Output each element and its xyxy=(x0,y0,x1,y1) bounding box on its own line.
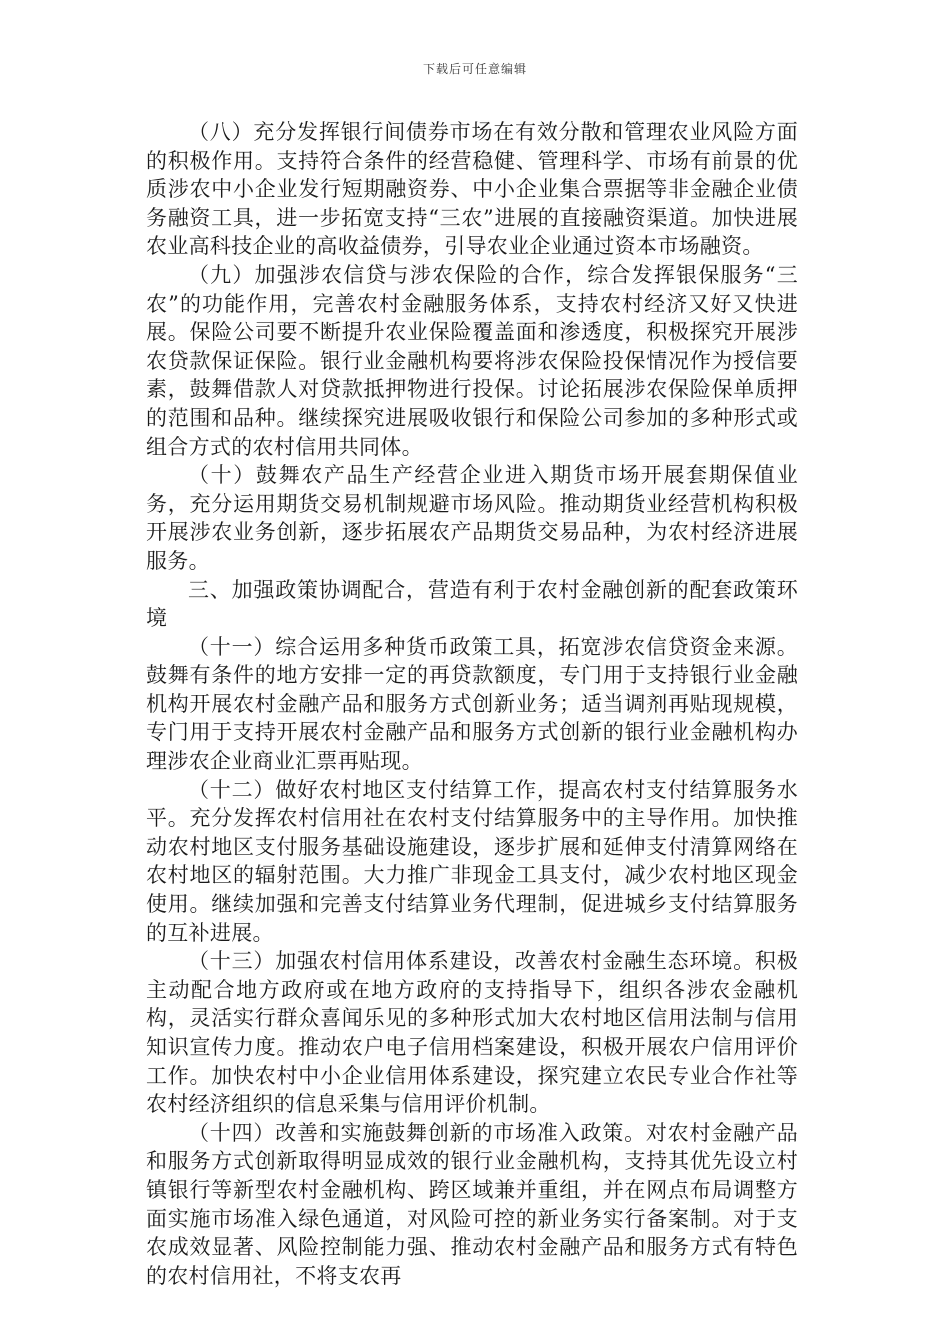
paragraph-9: （九）加强涉农信贷与涉农保险的合作，综合发挥银保服务“三农”的功能作用，完善农村金融服务体系，支持农村经济又好又快进展。保险公司要不断提升农业保险覆盖面和渗透度，积极探究开展涉农贷款保证保险。银行业金融机构要将涉农保险投保情况作为授信要素，鼓舞借款人对贷款抵押物进行投保。讨论拓展涉农保险保单质押的范围和品种。继续探究进展吸收银行和保险公司参加的多种形式或组合方式的农村信用共同体。 xyxy=(146,262,798,459)
paragraph-10: （十）鼓舞农产品生产经营企业进入期货市场开展套期保值业务，充分运用期货交易机制规避市场风险。推动期货业经营机构积极开展涉农业务创新，逐步拓展农产品期货交易品种，为农村经济进展服务。 xyxy=(146,463,798,573)
paragraph-11: （十一）综合运用多种货币政策工具，拓宽涉农信贷资金来源。鼓舞有条件的地方安排一定的再贷款额度，专门用于支持银行业金融机构开展农村金融产品和服务方式创新业务；适当调剂再贴现规模，专门用于支持开展农村金融产品和服务方式创新的银行业金融机构办理涉农企业商业汇票再贴现。 xyxy=(146,634,798,774)
page-header: 下载后可任意编辑 xyxy=(422,62,527,76)
paragraph-14: （十四）改善和实施鼓舞创新的市场准入政策。对农村金融产品和服务方式创新取得明显成效的银行业金融机构，支持其优先设立村镇银行等新型农村金融机构、跨区域兼并重组，并在网点布局调整方面实施市场准入绿色通道，对风险可控的新业务实行备案制。对于支农成效显著、风险控制能力强、推动农村金融产品和服务方式有特色的农村信用社，不将支农再 xyxy=(146,1120,798,1288)
section-heading-3: 三、加强政策协调配合，营造有利于农村金融创新的配套政策环境 xyxy=(146,577,798,631)
document-body xyxy=(146,118,798,1290)
paragraph-13: （十三）加强农村信用体系建设，改善农村金融生态环境。积极主动配合地方政府或在地方政府的支持指导下，组织各涉农金融机构，灵活实行群众喜闻乐见的多种形式加大农村地区信用法制与信用知识宣传力度。推动农户电子信用档案建设，积极开展农户信用评价工作。加快农村中小企业信用体系建设，探究建立农民专业合作社等农村经济组织的信息采集与信用评价机制。 xyxy=(146,949,798,1117)
paragraph-8: （八）充分发挥银行间债券市场在有效分散和管理农业风险方面的积极作用。支持符合条件的经营稳健、管理科学、市场有前景的优质涉农中小企业发行短期融资券、中小企业集合票据等非金融企业债务融资工具，进一步拓宽支持“三农”进展的直接融资渠道。加快进展农业高科技企业的高收益债券，引导农业企业通过资本市场融资。 xyxy=(146,120,798,259)
paragraph-12: （十二）做好农村地区支付结算工作，提高农村支付结算服务水平。充分发挥农村信用社在农村支付结算服务中的主导作用。加快推动农村地区支付服务基础设施建设，逐步扩展和延伸支付清算网络在农村地区的辐射范围。大力推广非现金工具支付，减少农村地区现金使用。继续加强和完善支付结算业务代理制，促进城乡支付结算服务的互补进展。 xyxy=(146,777,798,945)
